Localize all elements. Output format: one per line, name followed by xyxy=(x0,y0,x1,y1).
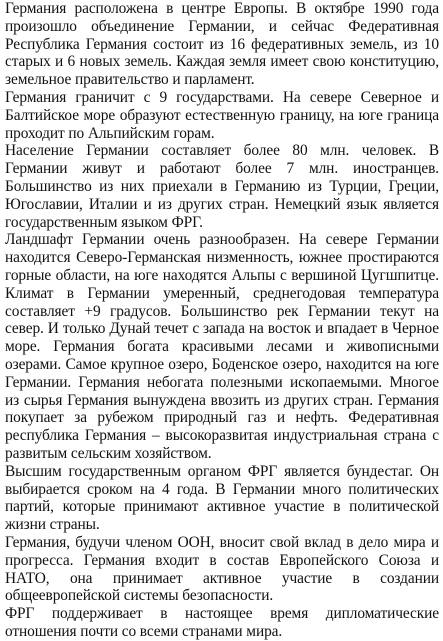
paragraph-diplomacy: ФРГ поддерживает в настоящее время дипломатические отношения почти со всеми странами мира. xyxy=(5,605,439,640)
paragraph-population: Население Германии составляет более 80 млн. человек. В Германии живут и работают более 7 млн. иностранцев. Большинство из них приехали в Германию из Турции, Греции, Югославии, Италии и из других стран. Немецкий язык является государственным языком ФРГ. xyxy=(5,142,439,231)
paragraph-bundestag: Высшим государственным органом ФРГ является бундестаг. Он выбирается сроком на 4 года. В Германии много политических партий, которые принимают активное участие в политической жизни страны. xyxy=(5,462,439,534)
paragraph-borders: Германия граничит с 9 государствами. На севере Северное и Балтийское море образуют естественную границу, на юге граница проходит по Альпийским горам. xyxy=(5,88,439,142)
paragraph-landscape: Ландшафт Германии очень разнообразен. На севере Германии находится Северо-Германская низменность, южнее простираются горные области, на юге находятся Альпы с вершиной Цугшпитце. Климат в Германии умеренный, среднегодовая температура составляет +9 градусов. Большинство рек Германии текут на север. И только Дунай течет с запада на восток и впадает в Черное море. Германия богата красивыми лесами и живописными озерами. Самое крупное озеро, Боденское озеро, находится на юге Германии. Германия небогата полезными ископаемыми. Многое из сырья Германия вынуждена ввозить из других стран. Германия покупает за рубежом природный газ и нефть. Федеративная республика Германия – высокоразвитая индустриальная страна с развитым сельским хозяйством. xyxy=(5,231,439,462)
paragraph-un-nato: Германия, будучи членом ООН, вносит свой вклад в дело мира и прогресса. Германия входит в состав Европейского Союза и НАТО, она принимает активное участие в создании общеевропейской системы безопасности. xyxy=(5,533,439,605)
paragraph-reunification: Германия расположена в центре Европы. В октябре 1990 года произошло объединение Германии, и сейчас Федеративная Республика Германия состоит из 16 федеративных земель, из 10 старых и 6 новых земель. Каждая земля имеет свою конституцию, земельное правительство и парламент. xyxy=(5,0,439,89)
